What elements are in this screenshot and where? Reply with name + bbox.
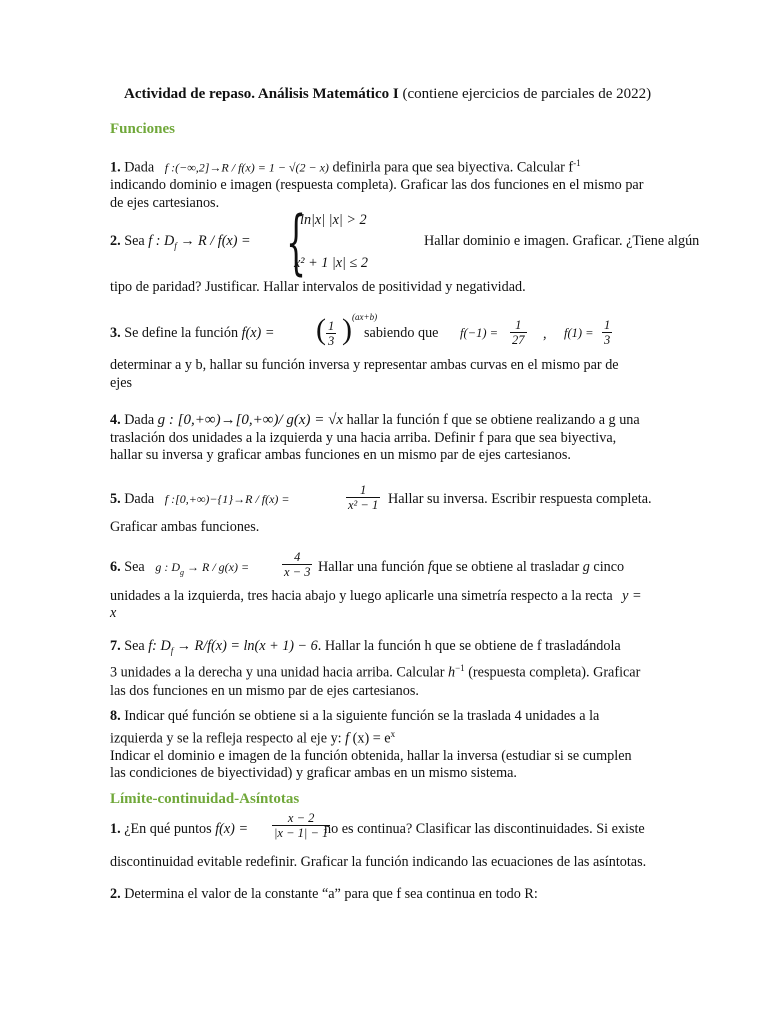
piecewise-case-1: ln|x| |x| > 2 <box>300 212 367 228</box>
exercise-1: 1. Dada f :(−∞,2]→R / f(x) = 1 − √(2 − x) definirla para que sea biyectiva. Calcular $f^{-1}$ indicando dominio e imagen (respuesta completa). Graficar las dos funciones en el mismo par de ejes cartesianos. <box>110 158 644 211</box>
limit-exercise-2: 2. Determina el valor de la constante “a” para que f sea continua en todo R: <box>110 886 538 902</box>
section-heading-limites: Límite-continuidad-Asíntotas <box>110 791 300 807</box>
exponent: (ax+b) <box>352 312 378 322</box>
piecewise-brace: { <box>286 201 307 283</box>
document-page: Actividad de repaso. Análisis Matemático I (contiene ejercicios de parciales de 2022) Funciones 1. Dada f :(−∞,2]→R / f(x) = 1 − √(2 − x) definirla para que sea biyectiva. Calcular $f^{-1}$ indicando dominio e imagen (respuesta completa). Graficar las dos funciones en el mismo par de ejes cartesianos. 2. Sea f : $D_f \to R / f(x)$ = { ln|x| |x| > 2 x² + 1 |x| ≤ 2 Hallar dominio e imagen. Graficar. ¿Tiene algún tipo de paridad? Justificar. Hallar intervalos de positividad y negatividad. 3. Se define la función f(x) = ( $\frac{1}{3}$ ) (ax+b) sabiendo que f(−1) = $\frac{1}{27}$ , f(1) = $\frac{1}{3}$ determinar a y b, hallar su función inversa y representar ambas curvas en el mismo par de ejes 4. Dada g : [0,+∞)→[0,+∞)/ g(x) = √x hallar la función f que se obtiene realizando a g una traslación dos unidades a la izquierda y una hacia arriba. Definir f para que sea biyectiva, hallar su inversa y graficar ambas funciones en un mismo par de ejes cartesianos. 5. Dada f :[0,+∞)−{1}→R / f(x) = $\frac{1}{\text{x² − 1}}$ Hallar su inversa. Escribir respuesta completa. Graficar ambas funciones. 6. Sea g : $D_g \to R / g(x)$ = $\frac{4}{x - 3}$ Hallar una función fque se obtiene al trasladar g cinco unidades a la izquierda, tres hacia abajo y luego aplicarle una simetría respecto a la recta y = x 7. Sea f: $D_f \to R/f(x) = \ln(x + 1) - 6$. Hallar la función h que se obtiene de f trasladándola 3 unidades a la derecha y una unidad hacia arriba. Calcular $h^{-1}$ (respuesta completa). Graficar las dos funciones en un mismo par de ejes cartesianos. 8. Indicar qué función se obtiene si a la siguiente función se la traslada 4 unidades a la izquierda y se la refleja respecto al eje y: f $(x) = e^x$ Indicar el dominio e imagen de la función obtenida, hallar la inversa (estudiar si se cumplen las condiciones de biyectividad) y graficar ambas en un mismo sistema. Límite-continuidad-Asíntotas 1. ¿En qué puntos f(x) = $\frac{x - 2}{|x - 1| - 1}$ no es continua? Clasificar las discontinuidades. Si existe discontinuidad evitable redefinir. Graficar la función indicando las ecuaciones de las asíntotas. 2. Determina el valor de la constante “a” para que f sea continua en todo R: <box>110 86 700 902</box>
base-fraction: $\frac{1}{3}$ <box>328 319 335 348</box>
document-title: Actividad de repaso. Análisis Matemático I (contiene ejercicios de parciales de 2022) <box>124 86 652 102</box>
exercise-4: 4. Dada g : [0,+∞)→[0,+∞)/ g(x) = √x hallar la función f que se obtiene realizando a g una traslación dos unidades a la izquierda y una hacia arriba. Definir f para que sea biyectiva, hallar su inversa y graficar ambas funciones en un mismo par de ejes cartesianos. <box>110 412 640 463</box>
exercise-1-formula: f :(−∞,2]→R / f(x) = 1 − √(2 − x) <box>164 160 329 175</box>
exercise-8: 8. Indicar qué función se obtiene si a la siguiente función se la traslada 4 unidades a la izquierda y se la refleja respecto al eje y: f $(x) = e^x$ Indicar el dominio e imagen de la función obtenida, hallar la inversa (estudiar si se cumplen las condiciones de biyectividad) y graficar ambas en un mismo sistema. <box>110 708 632 782</box>
section-heading-funciones: Funciones <box>110 121 176 137</box>
piecewise-case-2: x² + 1 |x| ≤ 2 <box>294 255 368 271</box>
exercise-7: 7. Sea f: $D_f \to R/f(x) = \ln(x + 1) - 6$. Hallar la función h que se obtiene de f trasladándola 3 unidades a la derecha y una unidad hacia arriba. Calcular $h^{-1}$ (respuesta completa). Graficar las dos funciones en un mismo par de ejes cartesianos. <box>110 638 641 699</box>
